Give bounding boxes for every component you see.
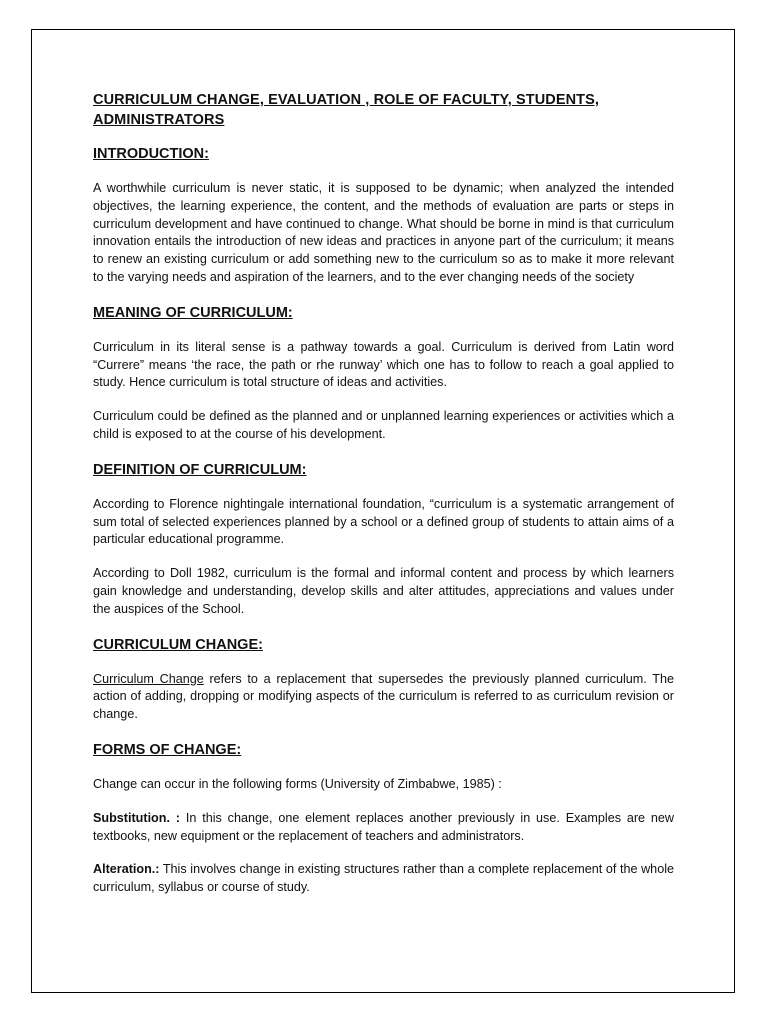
meaning-heading: MEANING OF CURRICULUM: <box>93 304 293 321</box>
definition-paragraph-1: According to Florence nightingale international foundation, “curriculum is a systematic arrangement of sum total of selected experiences planned by a school or a defined group of students to attain aims of a particular educational programme. <box>93 496 674 547</box>
substitution-paragraph <box>93 810 674 846</box>
definition-heading: DEFINITION OF CURRICULUM: <box>93 461 307 478</box>
document-body <box>93 90 674 907</box>
meaning-paragraph-2: Curriculum could be defined as the planned and or unplanned learning experiences or activities which a child is exposed to at the course of his development. <box>93 409 674 441</box>
substitution-text: In this change, one element replaces another previously in use. Examples are new textbooks, new equipment or the replacement of teachers and administrators. <box>93 810 675 843</box>
curriculum-change-term: Curriculum Change <box>93 671 204 686</box>
introduction-heading: INTRODUCTION: <box>93 146 209 162</box>
alteration-paragraph <box>93 861 674 897</box>
meaning-paragraph-1: Curriculum in its literal sense is a pathway towards a goal. Curriculum is derived from Latin word “Currere” means ‘the race, the path or rhe runway’ which one has to follow to reach a goal applied to study. Hence curriculum is total structure of ideas and activities. <box>93 339 674 390</box>
alteration-text: This involves change in existing structures rather than a complete replacement of the whole curriculum, syllabus or course of study. <box>93 862 674 895</box>
alteration-label: Alteration.: <box>93 862 160 877</box>
curriculum-change-text: refers to a replacement that supersedes the previously planned curriculum. The action of adding, dropping or modifying aspects of the curriculum is referred to as curriculum revision or change. <box>93 671 674 722</box>
introduction-paragraph: A worthwhile curriculum is never static, it is supposed to be dynamic; when analyzed the intended objectives, the learning experience, the content, and the methods of evaluation are parts or steps in curriculum development and have continued to change. What should be borne in mind is that curriculum innovation entails the introduction of new ideas and practices in anyone part of the curriculum; it means to renew an existing curriculum or add something new to the curriculum so as to make it more relevant to the varying needs and aspiration of the learners, and to the ever changing needs of the society <box>93 181 674 284</box>
definition-paragraph-2: According to Doll 1982, curriculum is the formal and informal content and process by which learners gain knowledge and understanding, develop skills and alter attitudes, appreciations and values under the auspices of the School. <box>93 566 674 616</box>
curriculum-change-paragraph <box>93 671 674 724</box>
forms-of-change-intro: Change can occur in the following forms (University of Zimbabwe, 1985) : <box>93 776 502 791</box>
forms-of-change-heading: FORMS OF CHANGE: <box>93 741 242 758</box>
curriculum-change-heading: CURRICULUM CHANGE: <box>93 636 263 653</box>
substitution-label: Substitution. : <box>93 810 180 825</box>
document-title: CURRICULUM CHANGE, EVALUATION , ROLE OF FACULTY, STUDENTS, ADMINISTRATORS <box>93 92 600 128</box>
